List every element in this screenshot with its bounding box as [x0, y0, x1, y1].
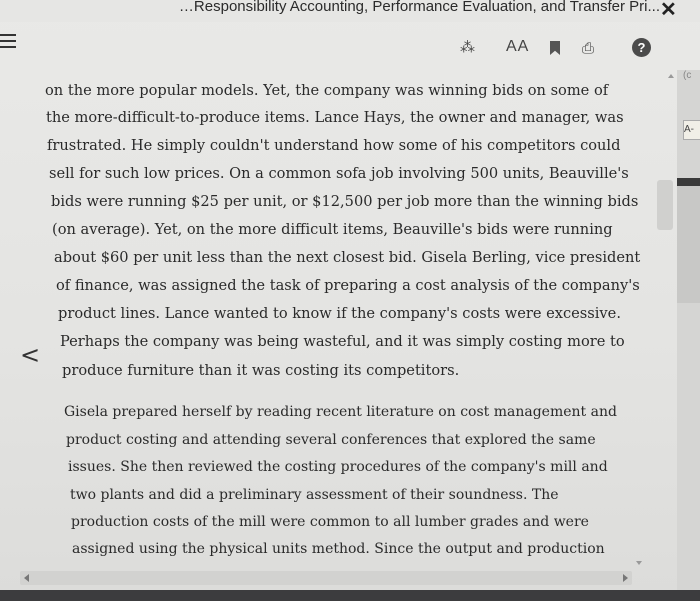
adjacent-panel-strip [677, 185, 700, 303]
text-line: issues. She then reviewed the costing procedures of the company's mill and [68, 459, 608, 475]
text-line: frustrated. He simply couldn't understand how some of his competitors could [47, 137, 621, 154]
text-line: sell for such low prices. On a common sofa job involving 500 units, Beauville's [49, 165, 629, 182]
adjacent-tab-label: A- [683, 120, 700, 140]
text-line: the more-difficult-to-produce items. Lance Hays, the owner and manager, was [46, 109, 624, 126]
horizontal-scrollbar[interactable] [20, 571, 632, 585]
scroll-up-arrow-icon[interactable] [668, 74, 674, 78]
text-line: on the more popular models. Yet, the company was winning bids on some of [45, 82, 609, 99]
text-line: produce furniture than it was costing its competitors. [62, 362, 460, 379]
previous-page-icon[interactable]: < [20, 341, 41, 369]
text-line: production costs of the mill were common to all lumber grades and were [71, 514, 589, 530]
scroll-down-arrow-icon[interactable] [636, 561, 642, 565]
text-line: Perhaps the company was being wasteful, and it was simply costing more to [60, 333, 625, 350]
adjacent-tab-label: (c [683, 70, 692, 81]
chapter-title: …Responsibility Accounting, Performance Evaluation, and Transfer Pri... [178, 0, 660, 15]
read-aloud-icon[interactable]: ⁂ [460, 39, 475, 56]
text-line: product costing and attending several conferences that explored the same [66, 432, 596, 448]
text-line: two plants and did a preliminary assessment of their soundness. The [70, 487, 559, 503]
adjacent-panel-bar [677, 178, 700, 186]
close-icon[interactable]: ✕ [660, 0, 677, 21]
text-line: product lines. Lance wanted to know if the company's costs were excessive. [58, 305, 621, 322]
scroll-right-arrow-icon[interactable] [623, 574, 628, 582]
bottom-edge [0, 590, 700, 601]
text-line: about $60 per unit less than the next closest bid. Gisela Berling, vice president [54, 249, 641, 266]
text-line: (on average). Yet, on the more difficult items, Beauville's bids were running [52, 221, 613, 238]
print-icon[interactable]: ⎙ [582, 40, 595, 57]
text-line: Gisela prepared herself by reading recent literature on cost management and [64, 404, 617, 420]
adjacent-window-edge [677, 70, 700, 601]
help-icon[interactable]: ? [632, 38, 651, 57]
text-size-button[interactable]: AA [506, 38, 530, 55]
text-line: of finance, was assigned the task of preparing a cost analysis of the company's [56, 277, 640, 294]
scroll-left-arrow-icon[interactable] [24, 574, 29, 582]
text-line: assigned using the physical units method. Since the output and production [72, 541, 605, 557]
text-line: bids were running $25 per unit, or $12,500 per job more than the winning bids [51, 193, 639, 210]
